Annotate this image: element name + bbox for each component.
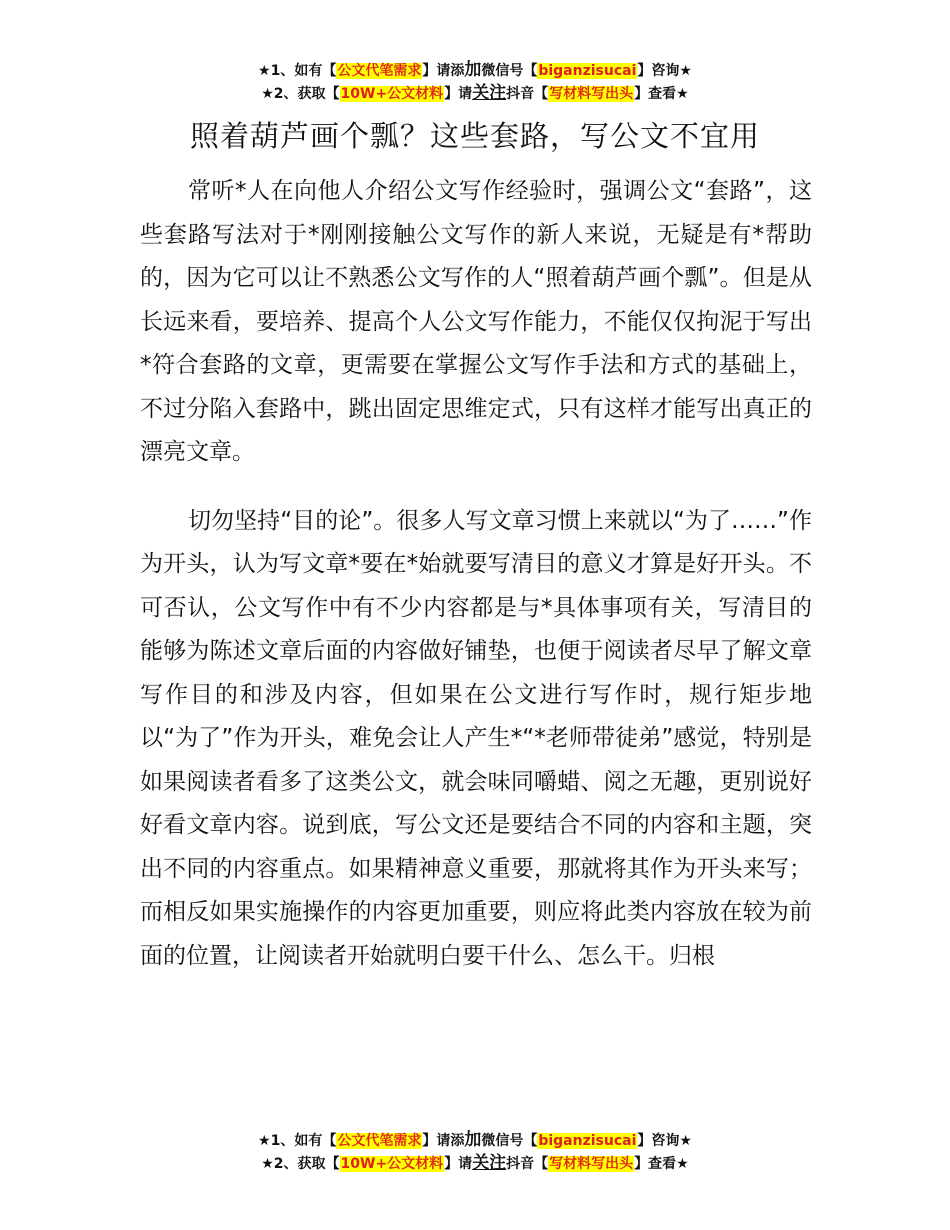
banner-text: 】查看★ [634, 86, 689, 102]
materials-highlight: 10W+公文材料 [340, 86, 444, 102]
header-banner [0, 59, 950, 105]
douyin-account-highlight: 写材料写出头 [549, 86, 634, 102]
banner-text: 抖音【 [506, 86, 549, 102]
banner-emphasis: 关注 [472, 83, 507, 103]
footer-banner [0, 1129, 950, 1175]
banner-text: 】请 [444, 1156, 473, 1172]
banner-text: ★1、如有【 [258, 1133, 337, 1149]
banner-emphasis: 关注 [472, 1153, 507, 1173]
banner-text: 】请添 [422, 1133, 465, 1149]
service-highlight: 公文代笔需求 [337, 63, 422, 79]
banner-line-materials [0, 1152, 950, 1175]
body-paragraph: 常听*人在向他人介绍公文写作经验时，强调公文“套路”，这些套路写法对于*刚刚接触公文写作的新人来说，无疑是有*帮助的，因为它可以让不熟悉公文写作的人“照着葫芦画个瓢”。但是从长远来看，要培养、提高个人公文写作能力，不能仅仅拘泥于写出*符合套路的文章，更需要在掌握公文写作手法和方式的基础上，不过分陷入套路中，跳出固定思维定式，只有这样才能写出真正的漂亮文章。 [140, 178, 812, 465]
banner-text: 】查看★ [634, 1156, 689, 1172]
banner-emphasis: 加 [464, 60, 482, 80]
document-title: 照着葫芦画个瓢？这些套路，写公文不宜用 [189, 119, 760, 153]
douyin-account-highlight: 写材料写出头 [549, 1156, 634, 1172]
banner-line-materials [0, 82, 950, 105]
materials-highlight: 10W+公文材料 [340, 1156, 444, 1172]
wechat-id-highlight: biganzisucai [538, 63, 637, 79]
wechat-id-highlight: biganzisucai [538, 1133, 637, 1149]
banner-line-service [0, 59, 950, 82]
banner-text: 】咨询★ [637, 1133, 692, 1149]
service-highlight: 公文代笔需求 [337, 1133, 422, 1149]
document-body [140, 170, 812, 978]
body-paragraph: 切勿坚持“目的论”。很多人写文章习惯上来就以“为了……”作为开头，认为写文章*要在*始就要写清目的意义才算是好开头。不可否认，公文写作中有不少内容都是与*具体事项有关，写清目的能够为陈述文章后面的内容做好铺垫，也便于阅读者尽早了解文章写作目的和涉及内容，但如果在公文进行写作时，规行矩步地以“为了”作为开头，难免会让人产生*“*老师带徒弟”感觉，特别是如果阅读者看多了这类公文，就会味同嚼蜡、阅之无趣，更别说好好看文章内容。说到底，写公文还是要结合不同的内容和主题，突出不同的内容重点。如果精神意义重要，那就将其作为开头来写；而相反如果实施操作的内容更加重要，则应将此类内容放在较为前面的位置，让阅读者开始就明白要干什么、怎么干。归根 [140, 507, 812, 969]
banner-text: 】请添 [422, 63, 465, 79]
banner-line-service [0, 1129, 950, 1152]
banner-text: ★2、获取【 [261, 1156, 340, 1172]
banner-text: 抖音【 [506, 1156, 549, 1172]
banner-text: 微信号【 [481, 1133, 538, 1149]
banner-emphasis: 加 [464, 1130, 482, 1150]
banner-text: ★1、如有【 [258, 63, 337, 79]
banner-text: ★2、获取【 [261, 86, 340, 102]
banner-text: 】请 [444, 86, 473, 102]
banner-text: 微信号【 [481, 63, 538, 79]
banner-text: 】咨询★ [637, 63, 692, 79]
